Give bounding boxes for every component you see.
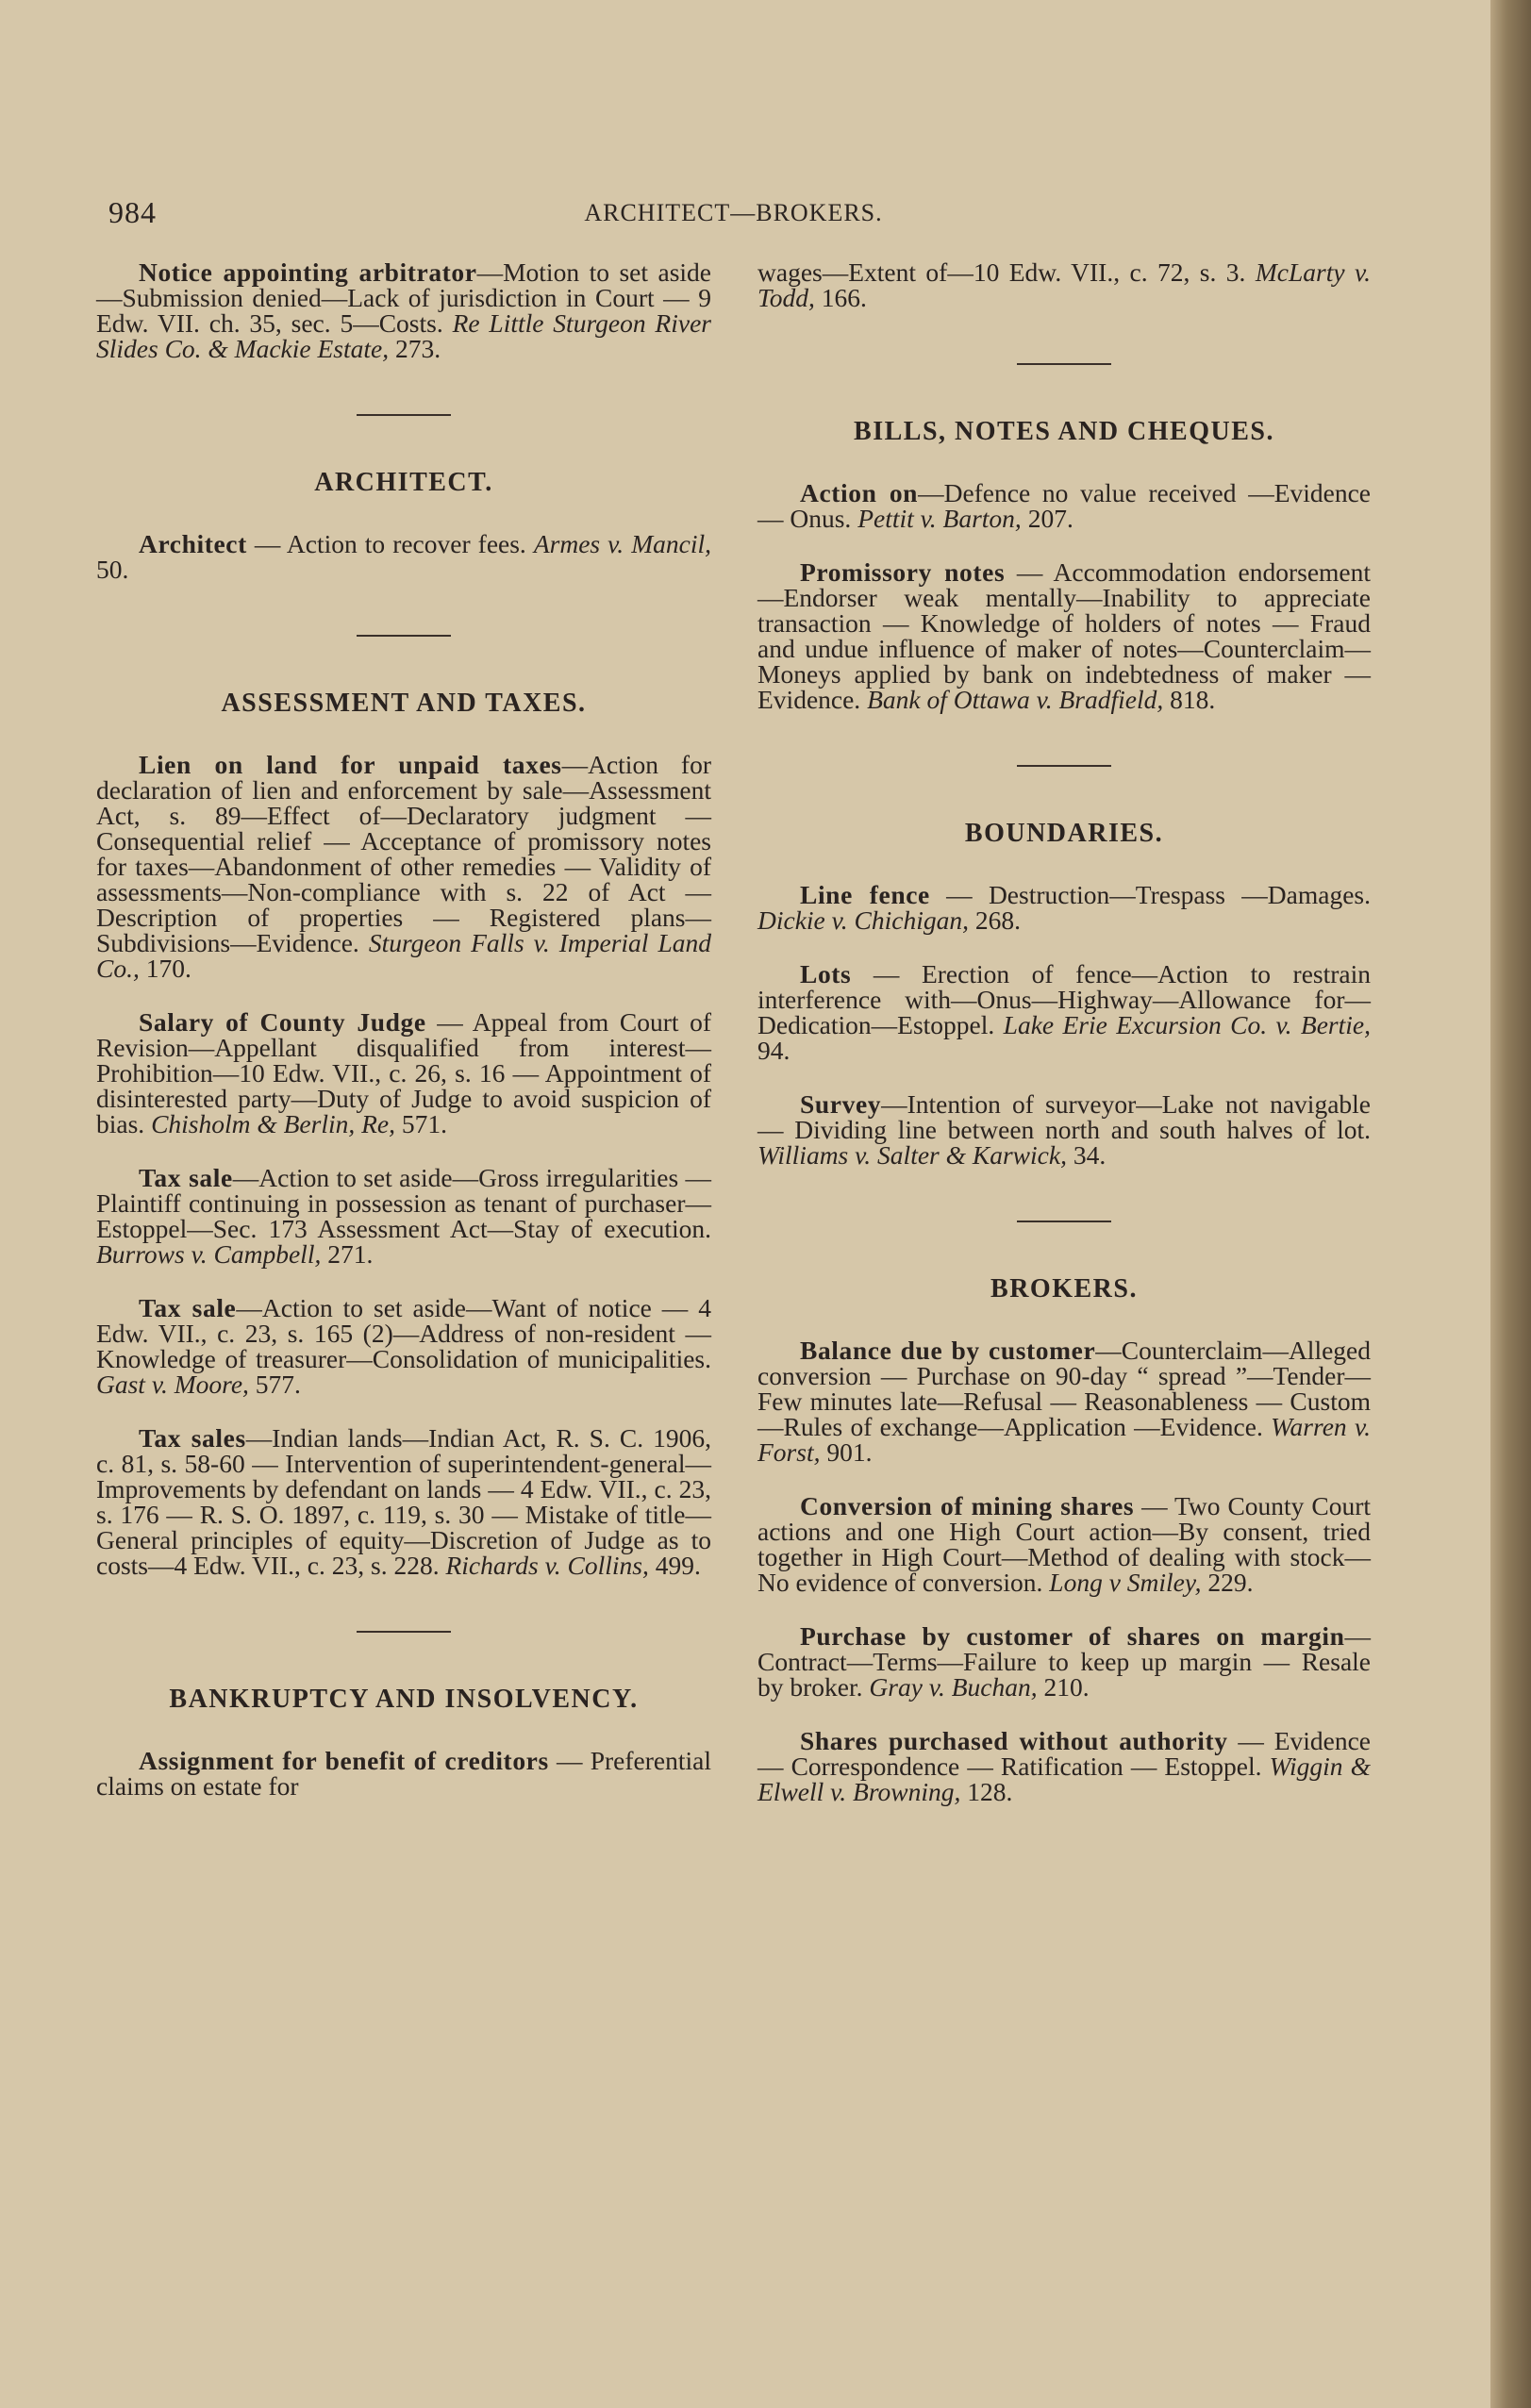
case-page: 210. [1037,1672,1090,1702]
section-heading: BANKRUPTCY AND INSOLVENCY. [169,1685,639,1714]
index-entry [757,882,1371,933]
index-entry [96,1748,711,1799]
entry-lead: Survey [800,1089,882,1119]
entry-body: —Contract—Terms—Failure to keep up margin — Resale by broker. [757,1621,1371,1702]
index-entry [757,1728,1371,1804]
entry-body: — Preferential claims on estate for [96,1746,711,1801]
entry-lead: Assignment for benefit of creditors [139,1746,549,1775]
case-name: Bank of Ottawa v. Bradfield, [867,685,1164,714]
page-number: 984 [108,195,157,229]
page-header [108,195,1358,233]
case-name: Gray v. Buchan, [869,1672,1038,1702]
entry-lead: Purchase by customer of shares on margin [800,1621,1345,1651]
entry-lead: Conversion of mining shares [800,1491,1135,1520]
case-page: 207. [1021,504,1073,533]
case-page: 128. [960,1777,1013,1806]
case-page: 571. [395,1109,448,1138]
entry-body: — Evidence — Correspondence — Ratification — Estoppel. [757,1726,1371,1781]
entry-body: —Indian lands—Indian Act, R. S. C. 1906, c. 81, s. 58-60 — Intervention of superintendent-general—Improvements by defendant on lands — 4 Edw. VII., c. 23, s. 176 — R. S. O. 1897, c. 119, s. 30 — Mistake of title—General principles of equity—Discretion of Judge as to costs—4 Edw. VII., c. 23, s. 228. [96,1423,711,1580]
section-heading: ARCHITECT. [314,468,493,497]
index-entry [757,259,1371,310]
entry-body: —Action to set aside—Gross irregularities — Plaintiff continuing in possession as tenant of purchaser—Estoppel—Sec. 173 Assessment Act—Stay of execution. [96,1163,711,1243]
index-entry [757,1623,1371,1700]
case-page: 271. [321,1239,374,1269]
entry-lead: Tax sale [139,1163,233,1192]
entry-body: — Appeal from Court of Revision—Appellant disqualified from interest—Prohibition—10 Edw. VII., c. 26, s. 16 — Appointment of disinterested party—Duty of Judge to avoid suspicion of bias. [96,1007,711,1138]
case-name: Wiggin & Elwell v. Browning, [757,1752,1372,1806]
index-entry [96,531,711,582]
case-name: Long v Smiley, [1049,1568,1202,1597]
entry-body: — Action to recover fees. [246,529,534,558]
case-name: Dickie v. Chichigan, [757,905,970,935]
right-column [757,259,1371,1833]
entry-lead: Promissory notes [800,557,1006,587]
entry-body: —Action to set aside—Want of notice — 4 Edw. VII., c. 23, s. 165 (2)—Address of non-resident — Knowledge of treasurer—Consolidation of municipalities. [96,1293,711,1373]
entry-body: —Counterclaim—Alleged conversion — Purchase on 90-day “ spread ”—Tender—Few minutes late—Refusal — Reasonableness — Custom—Rules of exchange—Application —Evidence. [757,1336,1371,1441]
entry-lead: Lien on land for unpaid taxes [139,750,562,779]
index-entry [757,480,1371,531]
case-page: 229. [1201,1568,1254,1597]
entry-lead: Tax sale [139,1293,237,1322]
case-name: Williams v. Salter & Karwick, [757,1140,1067,1170]
section-divider [357,635,451,637]
entry-body: — Destruction—Trespass —Damages. [929,880,1371,909]
case-name: Chisholm & Berlin, Re, [151,1109,396,1138]
index-entry [96,1425,711,1578]
entry-lead: Balance due by customer [800,1336,1096,1365]
case-page: 273. [389,334,441,363]
case-page: 170. [139,954,191,983]
section-divider [357,1631,451,1633]
case-name: Lake Erie Excursion Co. v. Bertie, [1003,1010,1371,1039]
case-page: 818. [1163,685,1216,714]
section-heading: BOUNDARIES. [964,819,1164,848]
case-name: Armes v. Mancil, [533,529,711,558]
entry-body: — Accommodation endorsement—Endorser weak mentally—Inability to appreciate transaction — Knowledge of holders of notes — Fraud and undue influence of maker of notes—Counterclaim—Moneys applied by bank on indebtedness of maker — Evidence. [757,557,1372,714]
section-heading: ASSESSMENT AND TAXES. [221,689,587,718]
entry-lead: Architect [139,529,247,558]
case-page: 499. [648,1551,701,1580]
running-title: ARCHITECT—BROKERS. [584,199,883,226]
index-entry [757,1091,1371,1168]
entry-lead: Tax sales [139,1423,246,1453]
index-entry [757,1337,1371,1465]
section-divider [1017,363,1111,365]
section-divider [1017,1221,1111,1222]
entry-lead: Action on [800,478,919,507]
entry-lead: Lots [800,959,852,988]
case-name: McLarty v. Todd, [757,257,1372,312]
case-page: 901. [820,1437,873,1467]
entry-body: —Intention of surveyor—Lake not navigable — Dividing line between north and south halves of lot. [757,1089,1371,1144]
entry-lead: Shares purchased without authority [800,1726,1228,1755]
book-spine-edge [1490,0,1531,2408]
entry-body: wages—Extent of—10 Edw. VII., c. 72, s. 3. [757,257,1256,287]
entry-body: —Action for declaration of lien and enforcement by sale—Assessment Act, s. 89—Effect of—Declaratory judgment — Consequential relief — Acceptance of promissory notes for taxes—Abandonment of other remedies — Validity of assessments—Non-compliance with s. 22 of Act —Description of properties — Registered plans—Subdivisions—Evidence. [96,750,711,957]
left-column [96,259,711,1827]
entry-lead: Line fence [800,880,930,909]
case-name: Warren v. Forst, [757,1412,1372,1467]
case-page: 94. [757,1036,790,1065]
entry-body: —Motion to set aside—Submission denied—Lack of jurisdiction in Court — 9 Edw. VII. ch. 35, sec. 5—Costs. [96,257,711,338]
index-entry [757,961,1371,1063]
case-name: Burrows v. Campbell, [96,1239,322,1269]
case-name: Re Little Sturgeon River Slides Co. & Mackie Estate, [96,308,711,363]
section-heading: BILLS, NOTES AND CHEQUES. [854,417,1274,446]
case-page: 50. [96,555,129,584]
index-entry [757,559,1371,712]
index-entry [96,1165,711,1267]
section-divider [1017,765,1111,767]
index-entry [757,1493,1371,1595]
entry-body: — Erection of fence—Action to restrain interference with—Onus—Highway—Allowance for—Dedication—Estoppel. [757,959,1371,1039]
case-page: 577. [248,1370,301,1399]
case-name: Gast v. Moore, [96,1370,249,1399]
case-page: 268. [969,905,1022,935]
entry-lead: Notice appointing arbitrator [139,257,477,287]
entry-body: — Two County Court actions and one High Court action—By consent, tried together in High Court—Method of dealing with stock—No evidence of conversion. [757,1491,1371,1597]
case-page: 166. [814,283,867,312]
index-entry [96,752,711,981]
index-entry [96,1009,711,1137]
case-name: Pettit v. Barton, [857,504,1022,533]
index-entry [96,1295,711,1397]
index-entry [96,259,711,361]
entry-lead: Salary of County Judge [139,1007,426,1037]
entry-body: —Defence no value received —Evidence — Onus. [757,478,1371,533]
case-page: 34. [1066,1140,1107,1170]
case-name: Richards v. Collins, [445,1551,649,1580]
case-name: Sturgeon Falls v. Imperial Land Co., [96,928,711,983]
section-heading: BROKERS. [990,1274,1138,1304]
section-divider [357,414,451,416]
